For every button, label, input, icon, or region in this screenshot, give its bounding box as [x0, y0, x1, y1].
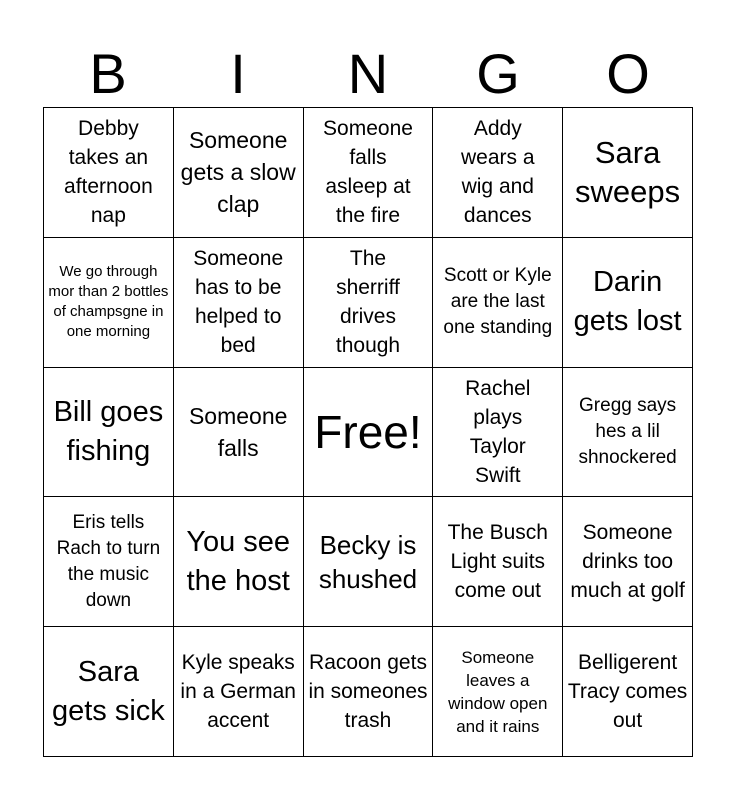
bingo-cell[interactable]	[44, 497, 174, 627]
cell-text: You see the host	[186, 525, 291, 597]
bingo-cell[interactable]	[174, 238, 304, 368]
cell-text: The sherriff drives though	[335, 247, 401, 358]
cell-text: Someone drinks too much at golf	[570, 521, 685, 603]
cell-text: Racoon gets in someones trash	[308, 651, 428, 733]
bingo-cell[interactable]	[563, 627, 693, 757]
bingo-cell[interactable]	[433, 108, 563, 238]
bingo-cell[interactable]	[44, 108, 174, 238]
cell-text: Becky is shushed	[318, 529, 418, 594]
bingo-cell[interactable]	[44, 368, 174, 498]
cell-text: We go through mor than 2 bottles of champsgne in one morning	[48, 263, 169, 341]
bingo-cell[interactable]	[304, 238, 434, 368]
cell-text: Debby takes an afternoon nap	[64, 117, 153, 228]
bingo-cell[interactable]	[433, 627, 563, 757]
header-letter-g: G	[476, 42, 520, 105]
cell-text: Rachel plays Taylor Swift	[465, 376, 531, 487]
cell-text: Someone leaves a window open and it rains	[448, 647, 548, 736]
bingo-cell[interactable]	[44, 238, 174, 368]
cell-text: Someone falls	[188, 402, 288, 461]
cell-text: Someone has to be helped to bed	[193, 247, 284, 358]
cell-text: Someone falls asleep at the fire	[323, 117, 413, 228]
header-letter-n: N	[347, 42, 389, 105]
header-letter-i: I	[230, 42, 246, 105]
cell-text: Sara gets sick	[51, 655, 165, 727]
bingo-cell[interactable]	[304, 497, 434, 627]
bingo-cell[interactable]	[563, 497, 693, 627]
bingo-cell[interactable]	[174, 108, 304, 238]
bingo-cell[interactable]	[174, 368, 304, 498]
bingo-cell[interactable]	[433, 238, 563, 368]
bingo-cell[interactable]	[563, 108, 693, 238]
free-space-cell[interactable]	[304, 368, 434, 498]
cell-text: The Busch Light suits come out	[447, 521, 548, 603]
cell-text: Bill goes fishing	[53, 395, 164, 467]
bingo-cell[interactable]	[433, 497, 563, 627]
cell-text: Scott or Kyle are the last one standing	[443, 265, 553, 339]
bingo-cell[interactable]	[44, 627, 174, 757]
bingo-cell[interactable]	[174, 627, 304, 757]
bingo-cell[interactable]	[563, 238, 693, 368]
cell-text: Someone gets a slow clap	[180, 127, 296, 218]
cell-text: Sara sweeps	[575, 135, 681, 210]
bingo-header	[43, 40, 693, 108]
bingo-cell[interactable]	[174, 497, 304, 627]
header-letter-b: B	[89, 42, 127, 105]
cell-text: Addy wears a wig and dances	[461, 117, 535, 228]
bingo-cell[interactable]	[304, 627, 434, 757]
free-space-text: Free!	[314, 405, 422, 458]
bingo-board	[43, 107, 693, 757]
cell-text: Kyle speaks in a German accent	[180, 651, 296, 733]
cell-text: Darin gets lost	[573, 266, 682, 338]
bingo-cell[interactable]	[433, 368, 563, 498]
header-letter-o: O	[606, 42, 650, 105]
bingo-cell[interactable]	[563, 368, 693, 498]
cell-text: Gregg says hes a lil shnockered	[578, 394, 677, 468]
cell-text: Belligerent Tracy comes out	[567, 651, 688, 733]
bingo-cell[interactable]	[304, 108, 434, 238]
cell-text: Eris tells Rach to turn the music down	[56, 511, 161, 611]
